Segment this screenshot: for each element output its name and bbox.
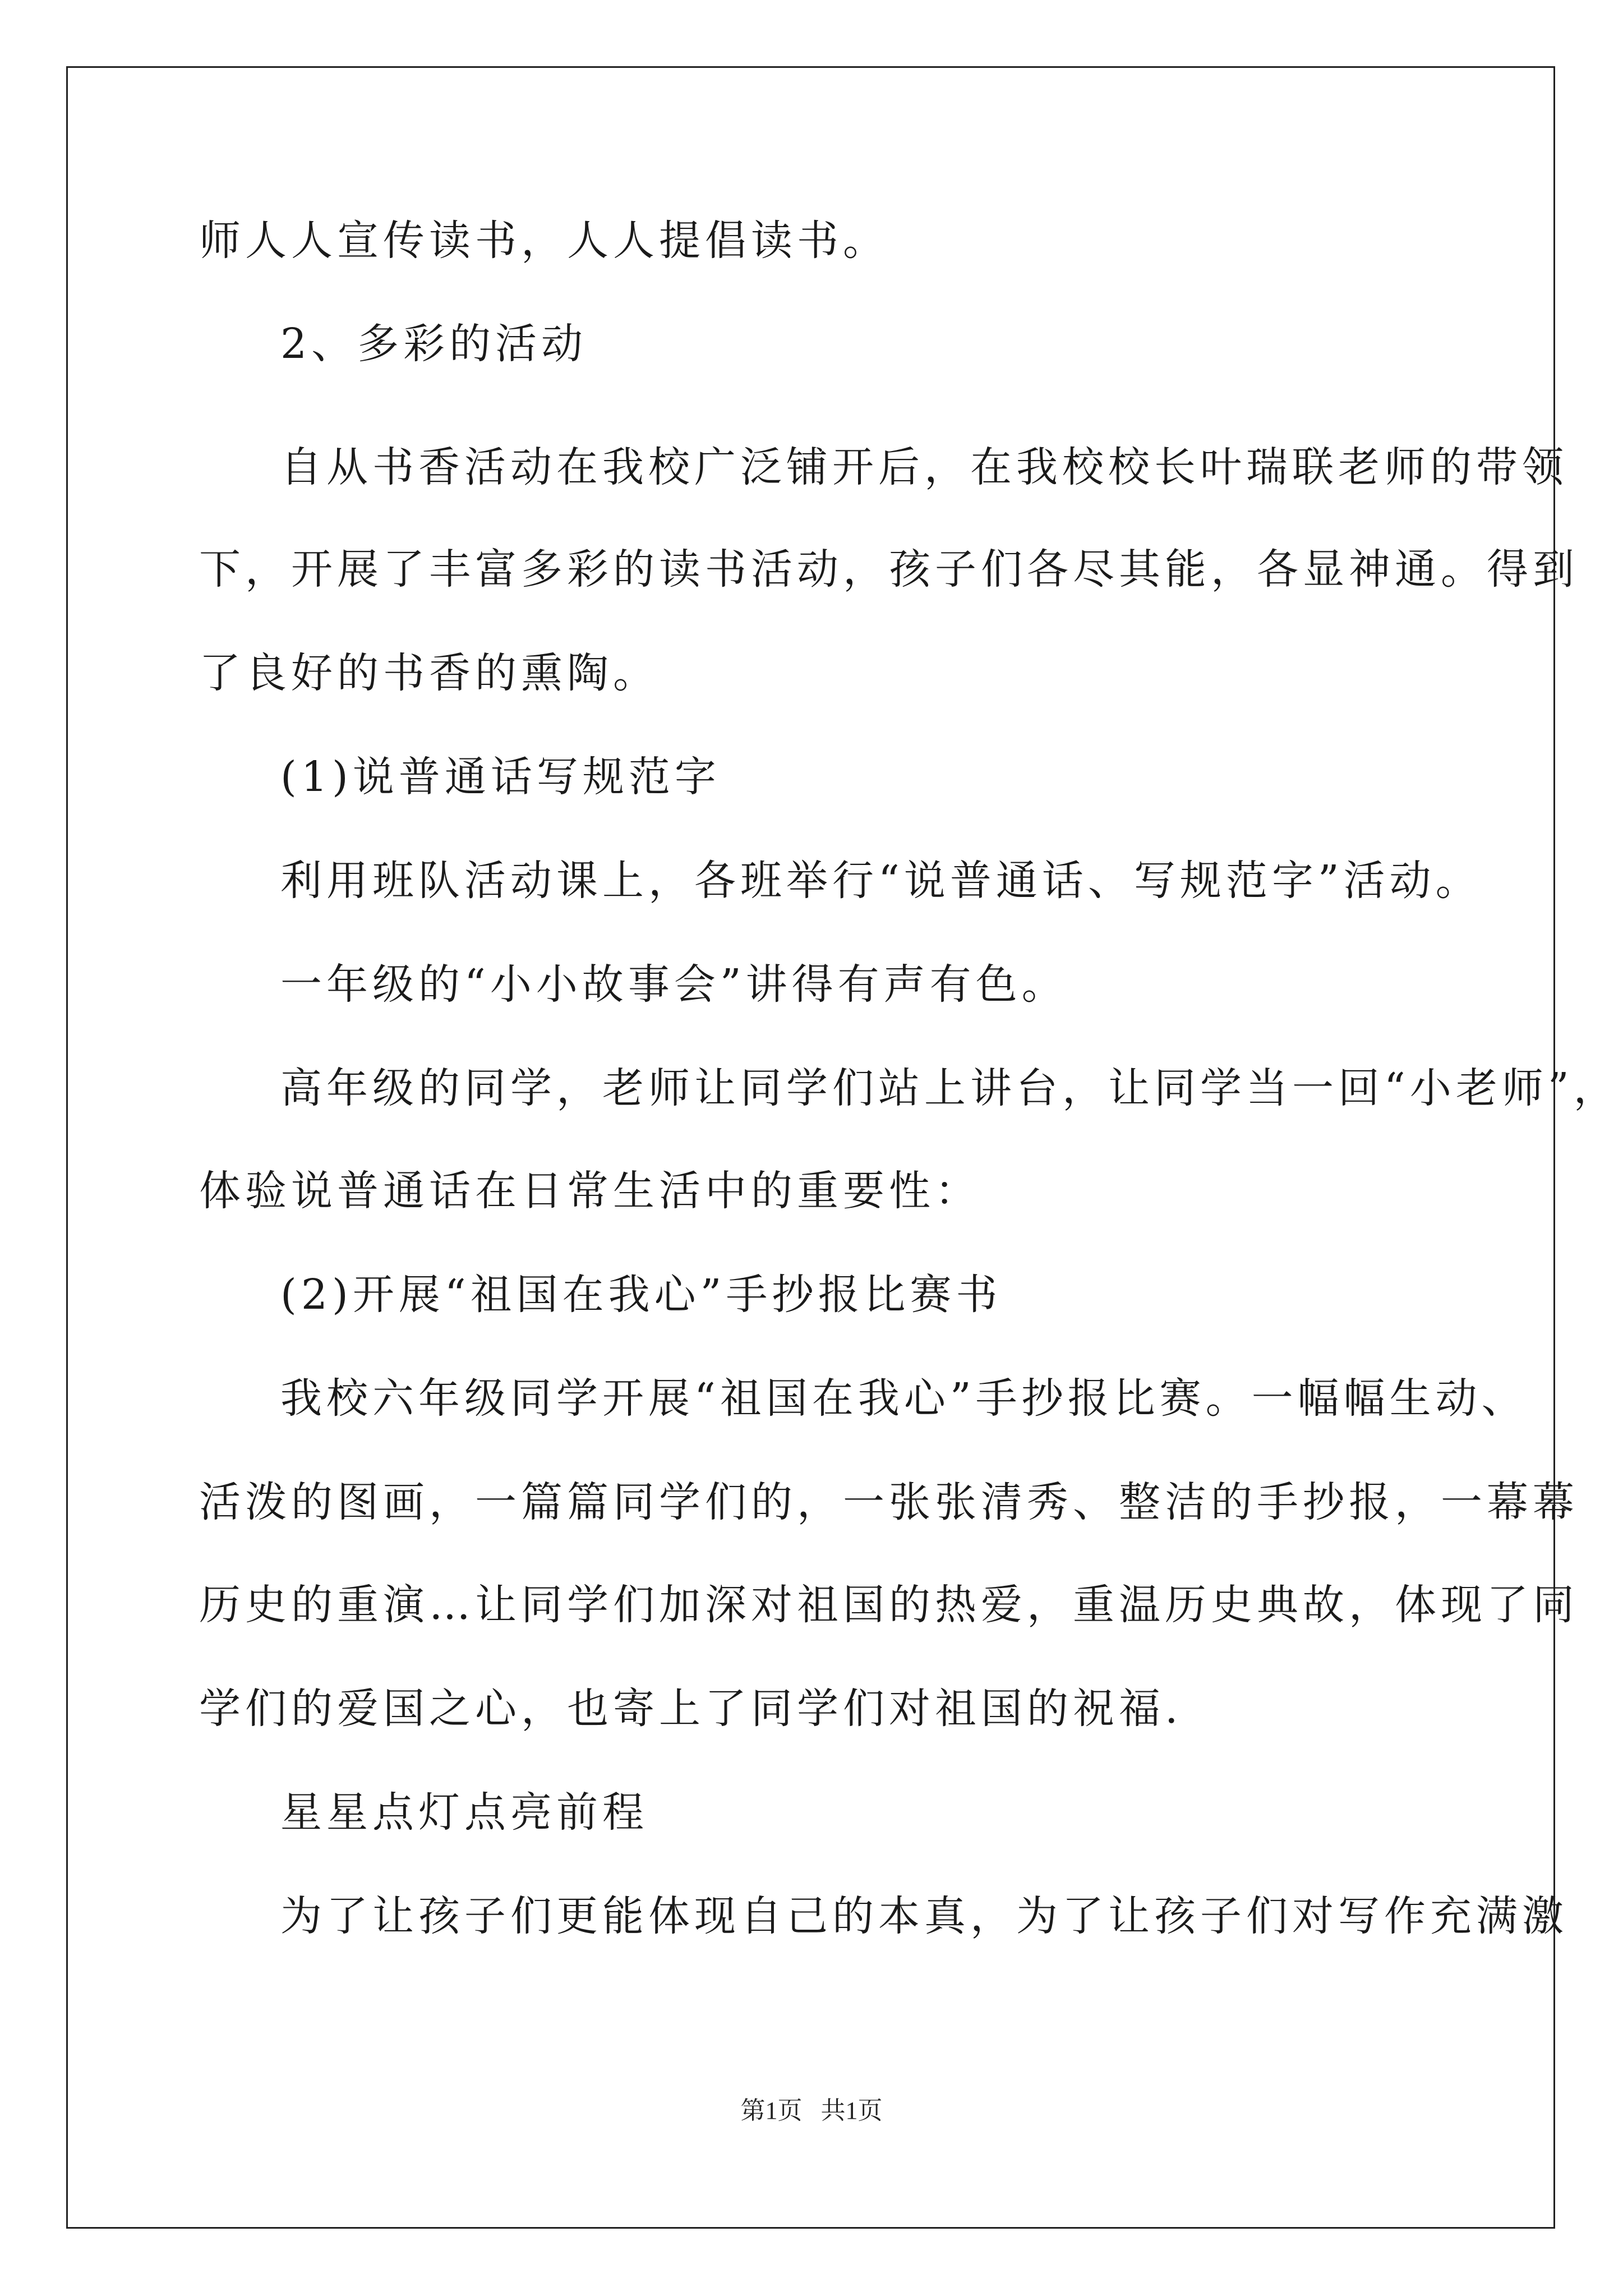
text-line: 高年级的同学，老师让同学们站上讲台，让同学当一回“小老师”， — [280, 1064, 1620, 1112]
subsection-heading: (2)开展“祖国在我心”手抄报比赛书 — [280, 1271, 1002, 1319]
text-line: 体验说普通话在日常生活中的重要性： — [199, 1167, 981, 1215]
section-heading: 2、多彩的活动 — [280, 320, 588, 368]
text-line: 一年级的“小小故事会”讲得有声有色。 — [280, 960, 1068, 1009]
text-line: 活泼的图画，一篇篇同学们的，一张张清秀、整洁的手抄报，一幕幕 — [199, 1478, 1579, 1526]
text-line: 下，开展了丰富多彩的读书活动，孩子们各尽其能，各显神通。得到 — [199, 545, 1579, 593]
text-line: 历史的重演…让同学们加深对祖国的热爱，重温历史典故，体现了同 — [199, 1581, 1579, 1629]
text-line: 了良好的书香的熏陶。 — [199, 649, 659, 697]
text-line: 利用班队活动课上，各班举行“说普通话、写规范字”活动。 — [280, 857, 1482, 905]
section-heading: 星星点灯点亮前程 — [280, 1788, 648, 1837]
text-line: 我校六年级同学开展“祖国在我心”手抄报比赛。一幅幅生动、 — [280, 1374, 1528, 1423]
text-line: 学们的爱国之心，也寄上了同学们对祖国的祝福. — [199, 1685, 1183, 1733]
text-line: 为了让孩子们更能体现自己的本真，为了让孩子们对写作充满激 — [280, 1892, 1568, 1940]
subsection-heading: (1)说普通话写规范字 — [280, 753, 721, 801]
text-line: 师人人宣传读书，人人提倡读书。 — [199, 217, 889, 265]
text-line: 自从书香活动在我校广泛铺开后，在我校校长叶瑞联老师的带领 — [280, 443, 1568, 491]
page-number-footer: 第1页 共1页 — [740, 2097, 883, 2124]
